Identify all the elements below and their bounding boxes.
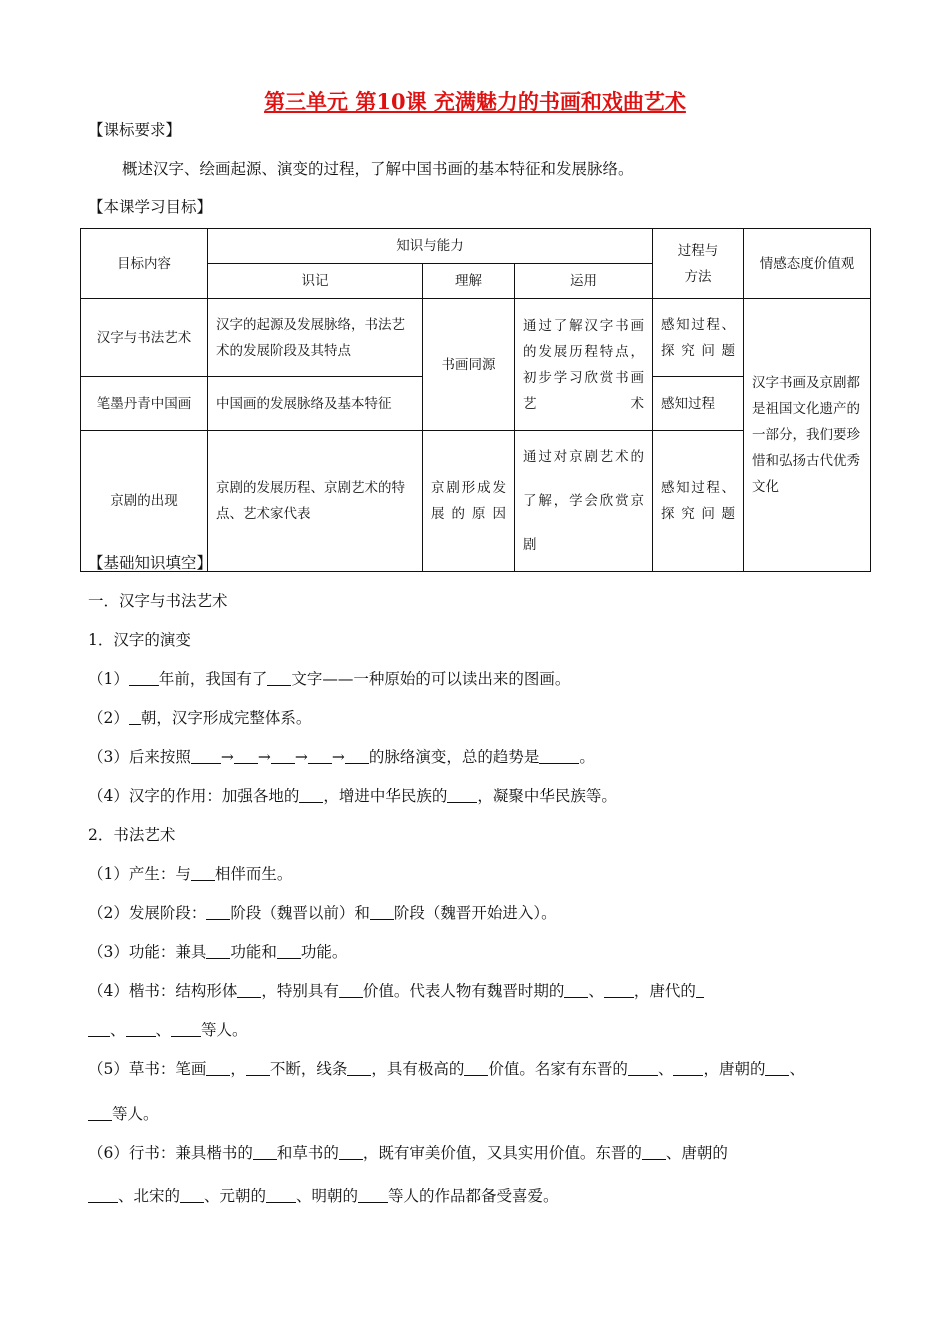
- fill-q4: （4）汉字的作用：加强各地的 ，增进中华民族的 ，凝聚中华民族等。: [88, 787, 617, 805]
- section-heading-requirement: 【课标要求】: [88, 121, 182, 139]
- row3-apply: 通过对京剧艺术的了解，学会欣赏京剧: [515, 431, 653, 572]
- subheading-evolution: 1．汉字的演变: [88, 631, 191, 649]
- fill-q3: （3）后来按照 → → → → 的脉络演变，总的趋势是 。: [88, 748, 595, 766]
- row12-apply: 通过了解汉字书画的发展历程特点，初步学习欣赏书画艺术: [515, 299, 653, 431]
- header-target: 目标内容: [81, 229, 208, 299]
- row1-recall: 汉字的起源及发展脉络，书法艺术的发展阶段及其特点: [208, 299, 423, 377]
- row3-target: 京剧的出现: [81, 431, 208, 572]
- row3-process: 感知过程、探究问题: [653, 431, 744, 572]
- header-process: [653, 229, 744, 299]
- row3-recall: 京剧的发展历程、京剧艺术的特点、艺术家代表: [208, 431, 423, 572]
- row1-target: 汉字与书法艺术: [81, 299, 208, 377]
- header-emotion: 情感态度价值观: [744, 229, 871, 299]
- header-recall: 识记: [208, 264, 423, 299]
- row12-understand: 书画同源: [423, 299, 515, 431]
- learning-goals-table: [80, 228, 871, 572]
- emotion-cell: 汉字书画及京剧都是祖国文化遗产的一部分，我们要珍惜和弘扬古代优秀文化: [744, 299, 871, 572]
- page-title: 第三单元 第10课 充满魅力的书画和戏曲艺术: [264, 89, 686, 114]
- fill-b1: （1）产生：与 相伴而生。: [88, 865, 293, 883]
- fill-b3: （3）功能：兼具 功能和 功能。: [88, 943, 348, 961]
- section-heading-goals: 【本课学习目标】: [88, 198, 213, 216]
- row2-target: 笔墨丹青中国画: [81, 377, 208, 431]
- row2-recall: 中国画的发展脉络及基本特征: [208, 377, 423, 431]
- header-process-line2: 方法: [684, 268, 712, 285]
- part-heading: 一．汉字与书法艺术: [88, 592, 228, 610]
- requirement-text: 概述汉字、绘画起源、演变的过程，了解中国书画的基本特征和发展脉络。: [122, 160, 634, 178]
- fill-q2: （2） 朝，汉字形成完整体系。: [88, 709, 312, 727]
- row3-understand: 京剧形成发展的原因: [423, 431, 515, 572]
- fill-b2: （2）发展阶段： 阶段（魏晋以前）和 阶段（魏晋开始进入）。: [88, 904, 557, 922]
- fill-b5-line2: 等人。: [88, 1102, 159, 1124]
- subheading-calligraphy: 2．书法艺术: [88, 826, 176, 844]
- fill-b4-line2: 、 、 等人。: [88, 1018, 248, 1040]
- row2-process: 感知过程: [653, 377, 744, 431]
- header-understand: 理解: [423, 264, 515, 299]
- header-process-line1: 过程与: [677, 242, 719, 259]
- fill-q1: （1） 年前，我国有了 文字——一种原始的可以读出来的图画。: [88, 670, 571, 688]
- fill-b4-line1: （4）楷书：结构形体 ，特别具有 价值。代表人物有魏晋时期的 、 ，唐代的: [88, 979, 704, 1001]
- header-apply: 运用: [515, 264, 653, 299]
- fill-b5-line1: （5）草书：笔画 ， 不断，线条 ，具有极高的 价值。名家有东晋的 、 ，唐朝的 、: [88, 1060, 805, 1078]
- row1-process: 感知过程、探究问题: [653, 299, 744, 377]
- fill-b6-line2: 、北宋的 、元朝的 、明朝的 等人的作品都备受喜爱。: [88, 1184, 559, 1206]
- section-heading-fill: 【基础知识填空】: [88, 554, 213, 572]
- header-knowledge: 知识与能力: [208, 229, 653, 264]
- fill-b6-line1: （6）行书：兼具楷书的 和草书的 ，既有审美价值，又具实用价值。东晋的 、唐朝的: [88, 1144, 728, 1162]
